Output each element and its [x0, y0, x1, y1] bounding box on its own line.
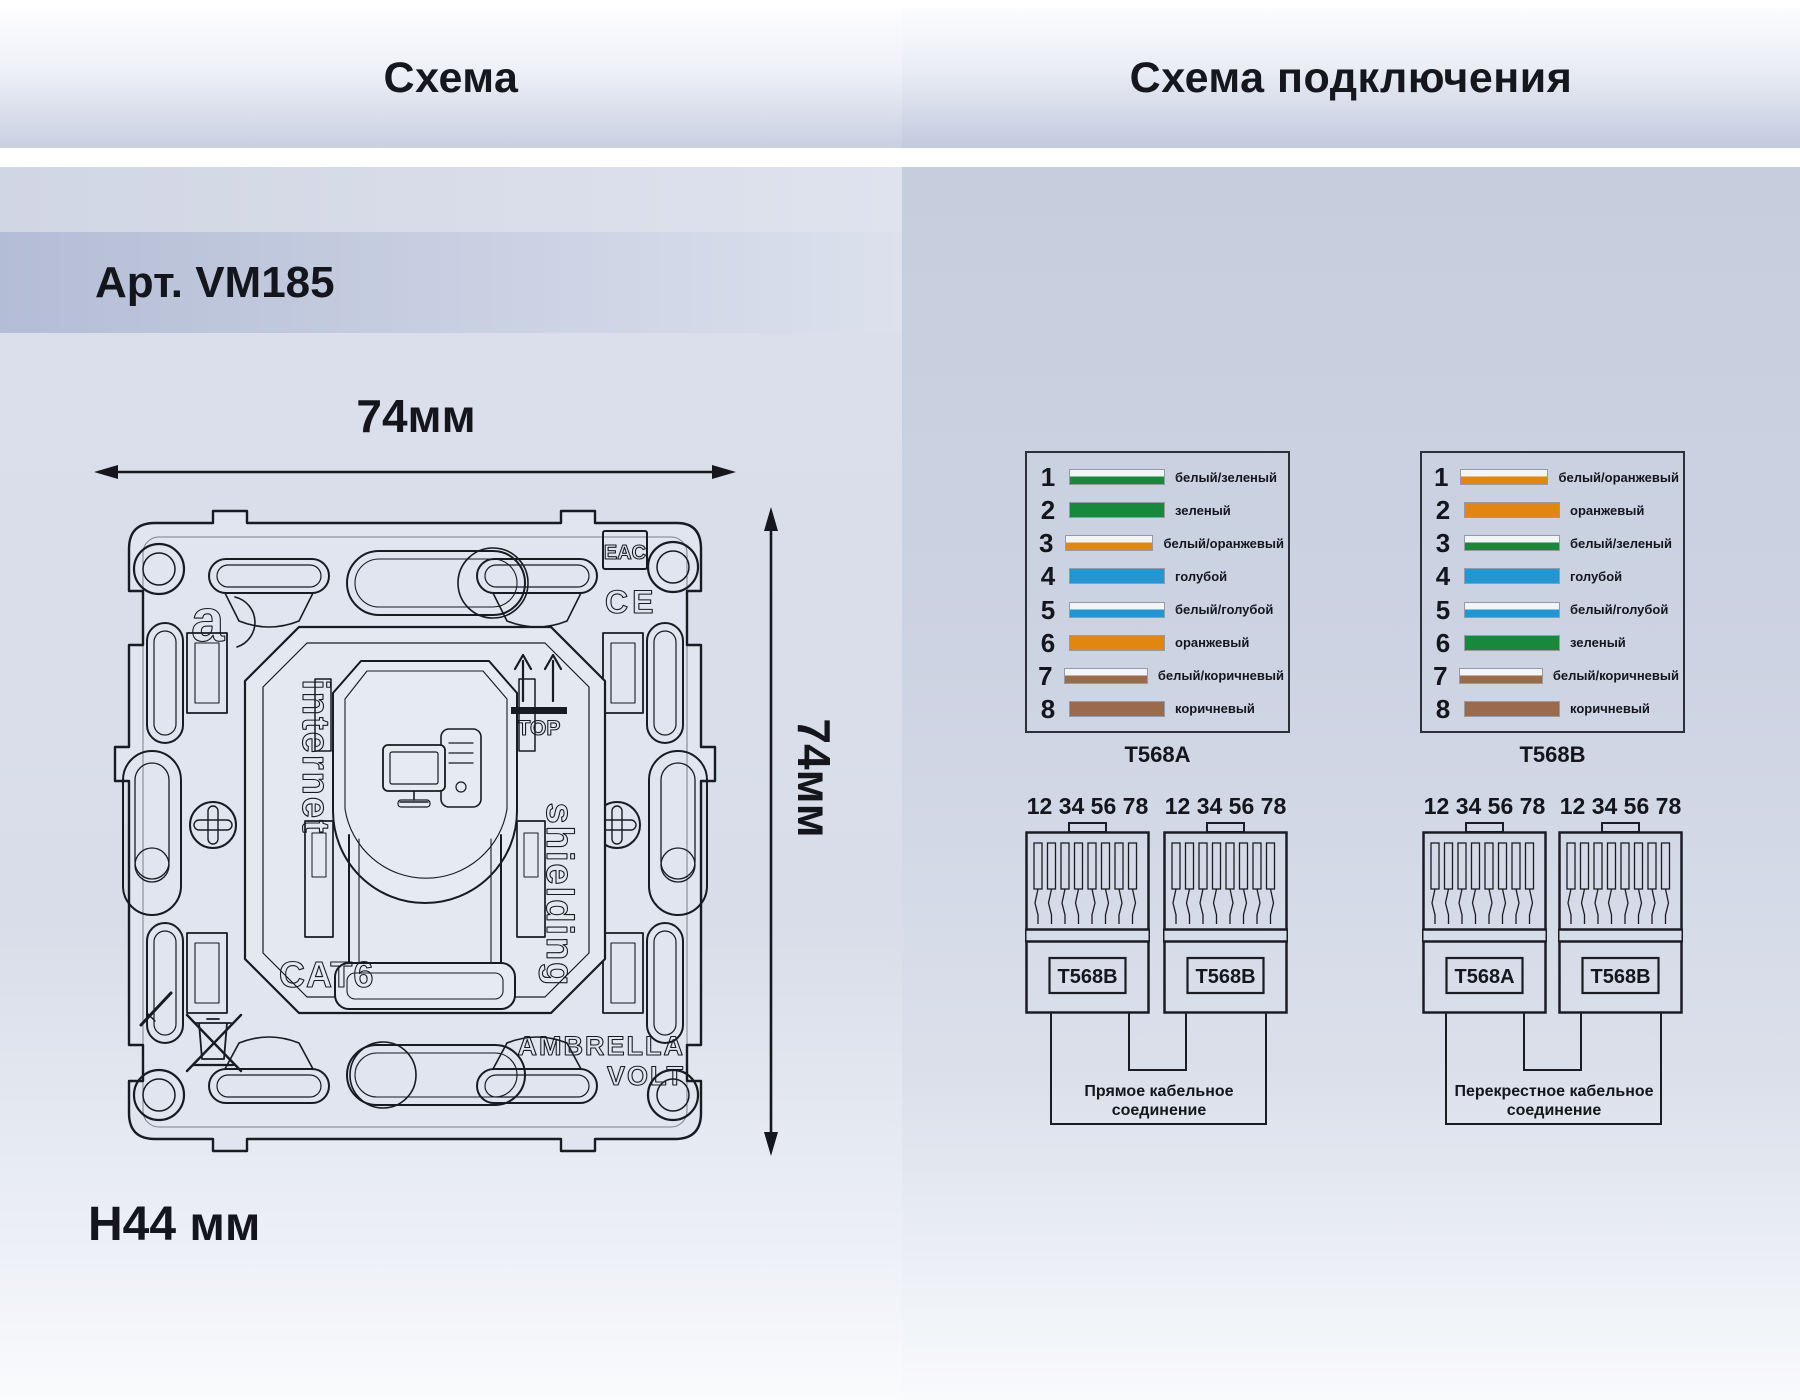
wire-row-5 [1027, 594, 1284, 625]
wire-stripe-orange [1464, 502, 1560, 518]
engraving-brand-line2: VOLT [607, 1061, 685, 1091]
standard-label: T568B [1057, 966, 1118, 988]
standard-label: T568B [1590, 966, 1651, 988]
wire-number: 1 [1433, 462, 1449, 492]
cable-wire-inner [1128, 1013, 1187, 1071]
pin-numbers: 12 34 56 78 [1164, 793, 1287, 819]
wiring-table-T568B [1420, 451, 1685, 733]
article-number: Арт. VM185 [95, 257, 335, 307]
wire-number: 6 [1435, 627, 1451, 658]
wire-color-label: оранжевый [1175, 635, 1250, 651]
svg-text:a: a [191, 587, 225, 654]
engraving-brand-line1: AMBRELLA [517, 1031, 685, 1061]
wire-number: 8 [1435, 693, 1451, 724]
right-panel [902, 0, 1800, 1400]
wire-number: 8 [1040, 693, 1056, 724]
height-dimension-arrow [756, 505, 786, 1158]
wire-stripe-white-blue [1464, 602, 1560, 618]
wire-row-1 [1027, 462, 1284, 492]
right-title: Схема подключения [1129, 53, 1573, 102]
wire-number: 1 [1040, 462, 1056, 492]
rj45-connector-drawing [1163, 821, 1288, 1016]
wire-number: 7 [1433, 660, 1448, 691]
wire-stripe-blue [1069, 568, 1165, 584]
wire-color-label: коричневый [1175, 701, 1255, 717]
wire-color-label: белый/коричневый [1157, 668, 1284, 684]
wire-number: 6 [1040, 627, 1056, 658]
connection-type-label: Перекрестное кабельное соединение [1454, 1083, 1654, 1119]
rj45-connector-T568B [1025, 793, 1150, 1016]
standard-label: T568A [1454, 966, 1515, 988]
wire-number: 2 [1435, 495, 1451, 526]
contact-pins [1034, 843, 1137, 924]
wire-row-3 [1422, 528, 1679, 559]
wire-number: 2 [1040, 495, 1056, 526]
rj45-connector-T568A [1422, 793, 1547, 1016]
table-caption-T568B: T568B [1519, 742, 1586, 767]
contact-pins [1431, 843, 1534, 924]
wire-color-label: белый/зеленый [1570, 535, 1673, 551]
wire-color-label: зеленый [1570, 635, 1626, 651]
wire-stripe-white-brown [1459, 668, 1543, 684]
wire-color-label: белый/оранжевый [1163, 535, 1284, 551]
width-dimension-label: 74мм [356, 390, 476, 442]
wire-number: 4 [1435, 561, 1451, 592]
wire-row-7 [1027, 660, 1284, 691]
wire-color-label: белый/голубой [1570, 602, 1669, 618]
wire-color-label: белый/голубой [1175, 602, 1274, 618]
wire-stripe-green [1464, 635, 1560, 651]
pin-numbers: 12 34 56 78 [1423, 793, 1546, 819]
wire-stripe-brown [1464, 701, 1560, 717]
table-caption-T568A: T568A [1124, 742, 1191, 767]
svg-text:EAC: EAC [603, 542, 647, 564]
wire-color-label: голубой [1570, 568, 1623, 584]
wiring-diagram-area [902, 167, 1800, 1400]
wire-row-8 [1422, 693, 1679, 724]
wire-row-4 [1027, 561, 1284, 592]
article-band [0, 232, 902, 333]
standard-label: T568B [1195, 966, 1256, 988]
engraving-internet: internet [294, 679, 336, 835]
wire-color-label: белый/коричневый [1552, 668, 1679, 684]
pin-numbers: 12 34 56 78 [1026, 793, 1149, 819]
contact-pins [1172, 843, 1275, 924]
wire-row-2 [1027, 495, 1284, 526]
depth-dimension-label: H44 мм [88, 1198, 261, 1251]
wire-stripe-brown [1069, 701, 1165, 717]
wire-stripe-green [1069, 502, 1165, 518]
wire-color-label: зеленый [1175, 502, 1231, 518]
cable-wire-inner [1523, 1013, 1582, 1071]
width-dimension-arrow [92, 461, 738, 483]
left-title: Схема [383, 53, 519, 102]
wire-stripe-white-orange [1065, 535, 1153, 551]
wire-row-5 [1422, 594, 1679, 625]
wire-row-3 [1027, 528, 1284, 559]
wire-stripe-blue [1464, 568, 1560, 584]
right-header-card [902, 8, 1800, 148]
wire-row-4 [1422, 561, 1679, 592]
rj45-connector-drawing [1422, 821, 1547, 1016]
rj45-connector-T568B [1558, 793, 1683, 1016]
height-dimension-label: 74мм [788, 718, 840, 838]
pin-numbers: 12 34 56 78 [1559, 793, 1682, 819]
wire-row-1 [1422, 462, 1679, 492]
wire-row-2 [1422, 495, 1679, 526]
left-header-card [0, 8, 902, 148]
wire-stripe-white-green [1069, 469, 1165, 485]
wire-number: 3 [1435, 528, 1451, 559]
engraving-shielding: shielding [538, 802, 580, 988]
wire-color-label: белый/зеленый [1175, 469, 1278, 485]
wire-number: 5 [1040, 594, 1056, 625]
wire-row-6 [1027, 627, 1284, 658]
wire-stripe-white-green [1464, 535, 1560, 551]
contact-pins [1567, 843, 1670, 924]
wire-number: 5 [1435, 594, 1451, 625]
wire-stripe-white-orange [1460, 469, 1548, 485]
wire-stripe-white-blue [1069, 602, 1165, 618]
spacer-band [0, 167, 902, 232]
wire-color-label: коричневый [1570, 701, 1650, 717]
rj45-connector-drawing [1025, 821, 1150, 1016]
drawing-area [0, 333, 902, 1400]
wire-color-label: белый/оранжевый [1558, 469, 1679, 485]
ce-mark: CE [605, 584, 658, 620]
wire-row-6 [1422, 627, 1679, 658]
wire-stripe-white-brown [1064, 668, 1148, 684]
connection-type-label: Прямое кабельное соединение [1084, 1083, 1234, 1119]
rj45-connector-drawing [1558, 821, 1683, 1016]
wire-number: 3 [1038, 528, 1054, 559]
engraving-cat6: CAT6 [279, 954, 375, 995]
wire-number: 7 [1038, 660, 1053, 691]
wiring-table-T568A [1025, 451, 1290, 733]
wire-color-label: голубой [1175, 568, 1228, 584]
wire-number: 4 [1040, 561, 1056, 592]
wire-row-7 [1422, 660, 1679, 691]
engraving-top: TOP [517, 717, 561, 740]
left-body [0, 167, 902, 1400]
wire-stripe-orange [1069, 635, 1165, 651]
wire-row-8 [1027, 693, 1284, 724]
rj45-connector-T568B [1163, 793, 1288, 1016]
mounting-frame-technical-drawing [95, 505, 735, 1158]
wire-color-label: оранжевый [1570, 502, 1645, 518]
